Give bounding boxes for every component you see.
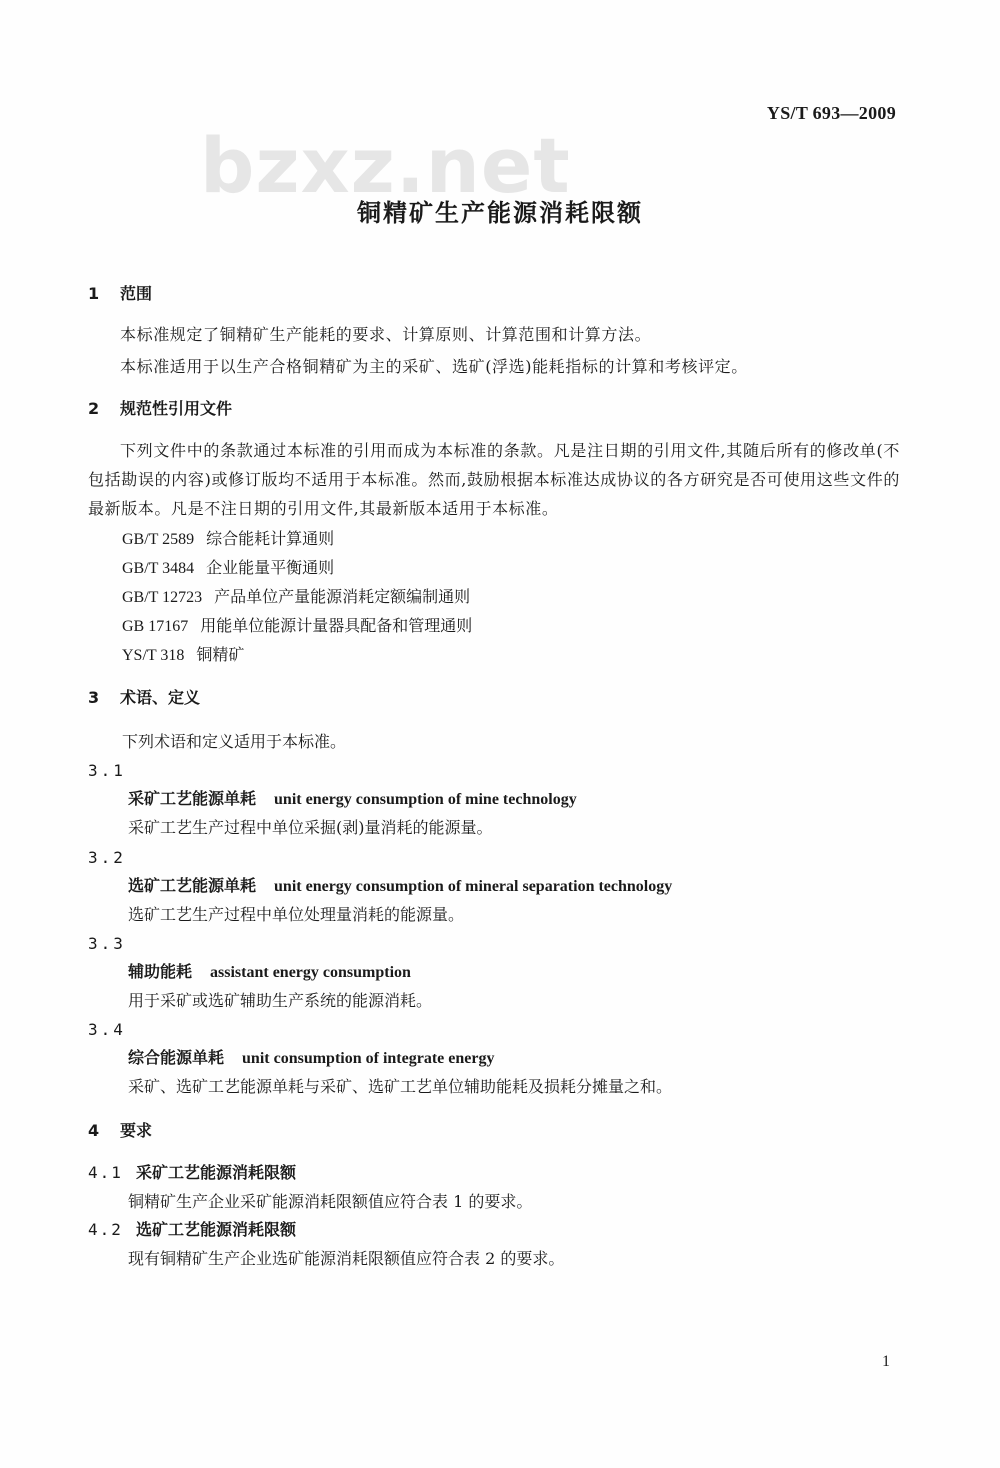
- reference-code: YS/T 318: [122, 647, 185, 664]
- term-heading: [128, 1047, 494, 1070]
- subsection-4-2-text: 现有铜精矿生产企业选矿能源消耗限额值应符合表 2 的要求。: [128, 1249, 565, 1268]
- term-heading: [128, 875, 672, 898]
- subsection-title: 选矿工艺能源消耗限额: [136, 1220, 297, 1239]
- term-english: assistant energy consumption: [210, 964, 411, 981]
- section-1-paragraph-1: 本标准规定了铜精矿生产能耗的要求、计算原则、计算范围和计算方法。: [120, 325, 652, 344]
- section-title: 要求: [120, 1121, 153, 1140]
- section-number: 4: [88, 1121, 100, 1140]
- term-definition: 采矿工艺生产过程中单位采掘(剥)量消耗的能源量。: [128, 818, 493, 837]
- section-title: 范围: [120, 284, 153, 303]
- term-chinese: 综合能源单耗: [128, 1048, 225, 1067]
- section-4-heading: [88, 1120, 152, 1142]
- section-2-intro: 下列文件中的条款通过本标准的引用而成为本标准的条款。凡是注日期的引用文件,其随后所有的修改单(不包括勘误的内容)或修订版均不适用于本标准。然而,鼓励根据本标准达成协议的各方研究是否可使用这些文件的最新版本。凡是不注日期的引用文件,其最新版本适用于本标准。: [88, 441, 900, 518]
- term-definition: 选矿工艺生产过程中单位处理量消耗的能源量。: [128, 905, 465, 924]
- term-chinese: 选矿工艺能源单耗: [128, 876, 257, 895]
- subsection-number: 4.1: [88, 1163, 123, 1182]
- term-english: unit energy consumption of mineral separation technology: [274, 878, 673, 895]
- reference-item: [122, 528, 334, 551]
- section-3-intro: 下列术语和定义适用于本标准。: [122, 732, 347, 751]
- section-3-heading: [88, 687, 200, 709]
- reference-item: [122, 615, 472, 638]
- subsection-title: 采矿工艺能源消耗限额: [136, 1163, 297, 1182]
- section-title: 术语、定义: [120, 688, 201, 707]
- subsection-4-2-heading: [88, 1219, 296, 1241]
- section-1-paragraph-2: 本标准适用于以生产合格铜精矿为主的采矿、选矿(浮选)能耗指标的计算和考核评定。: [120, 357, 748, 376]
- term-number: 3.2: [88, 848, 126, 867]
- reference-code: GB/T 12723: [122, 589, 203, 606]
- term-number: 3.3: [88, 934, 126, 953]
- term-chinese: 采矿工艺能源单耗: [128, 789, 257, 808]
- term-heading: [128, 788, 577, 811]
- watermark: bzxz.net: [200, 121, 571, 210]
- term-heading: [128, 961, 411, 984]
- page-number: 1: [882, 1353, 890, 1370]
- subsection-4-1-heading: [88, 1162, 296, 1184]
- section-1-heading: [88, 283, 152, 305]
- reference-title: 铜精矿: [196, 645, 245, 664]
- section-title: 规范性引用文件: [120, 399, 233, 418]
- reference-item: [122, 644, 244, 667]
- section-number: 2: [88, 399, 100, 418]
- reference-title: 产品单位产量能源消耗定额编制通则: [214, 587, 471, 606]
- term-english: unit consumption of integrate energy: [242, 1050, 495, 1067]
- term-number: 3.1: [88, 761, 126, 780]
- term-number: 3.4: [88, 1020, 126, 1039]
- reference-code: GB 17167: [122, 618, 189, 635]
- reference-code: GB/T 3484: [122, 560, 195, 577]
- reference-title: 企业能量平衡通则: [206, 558, 335, 577]
- reference-title: 用能单位能源计量器具配备和管理通则: [200, 616, 473, 635]
- standard-code: YS/T 693—2009: [766, 103, 896, 123]
- term-english: unit energy consumption of mine technology: [274, 791, 577, 808]
- section-2-heading: [88, 398, 232, 420]
- term-chinese: 辅助能耗: [128, 962, 193, 981]
- reference-code: GB/T 2589: [122, 531, 195, 548]
- document-title: 铜精矿生产能源消耗限额: [357, 199, 643, 227]
- term-definition: 采矿、选矿工艺能源单耗与采矿、选矿工艺单位辅助能耗及损耗分摊量之和。: [128, 1077, 673, 1096]
- subsection-4-1-text: 铜精矿生产企业采矿能源消耗限额值应符合表 1 的要求。: [128, 1192, 533, 1211]
- reference-item: [122, 557, 334, 580]
- subsection-number: 4.2: [88, 1220, 123, 1239]
- section-number: 1: [88, 284, 100, 303]
- reference-item: [122, 586, 470, 609]
- term-definition: 用于采矿或选矿辅助生产系统的能源消耗。: [128, 991, 433, 1010]
- section-number: 3: [88, 688, 100, 707]
- reference-title: 综合能耗计算通则: [206, 529, 335, 548]
